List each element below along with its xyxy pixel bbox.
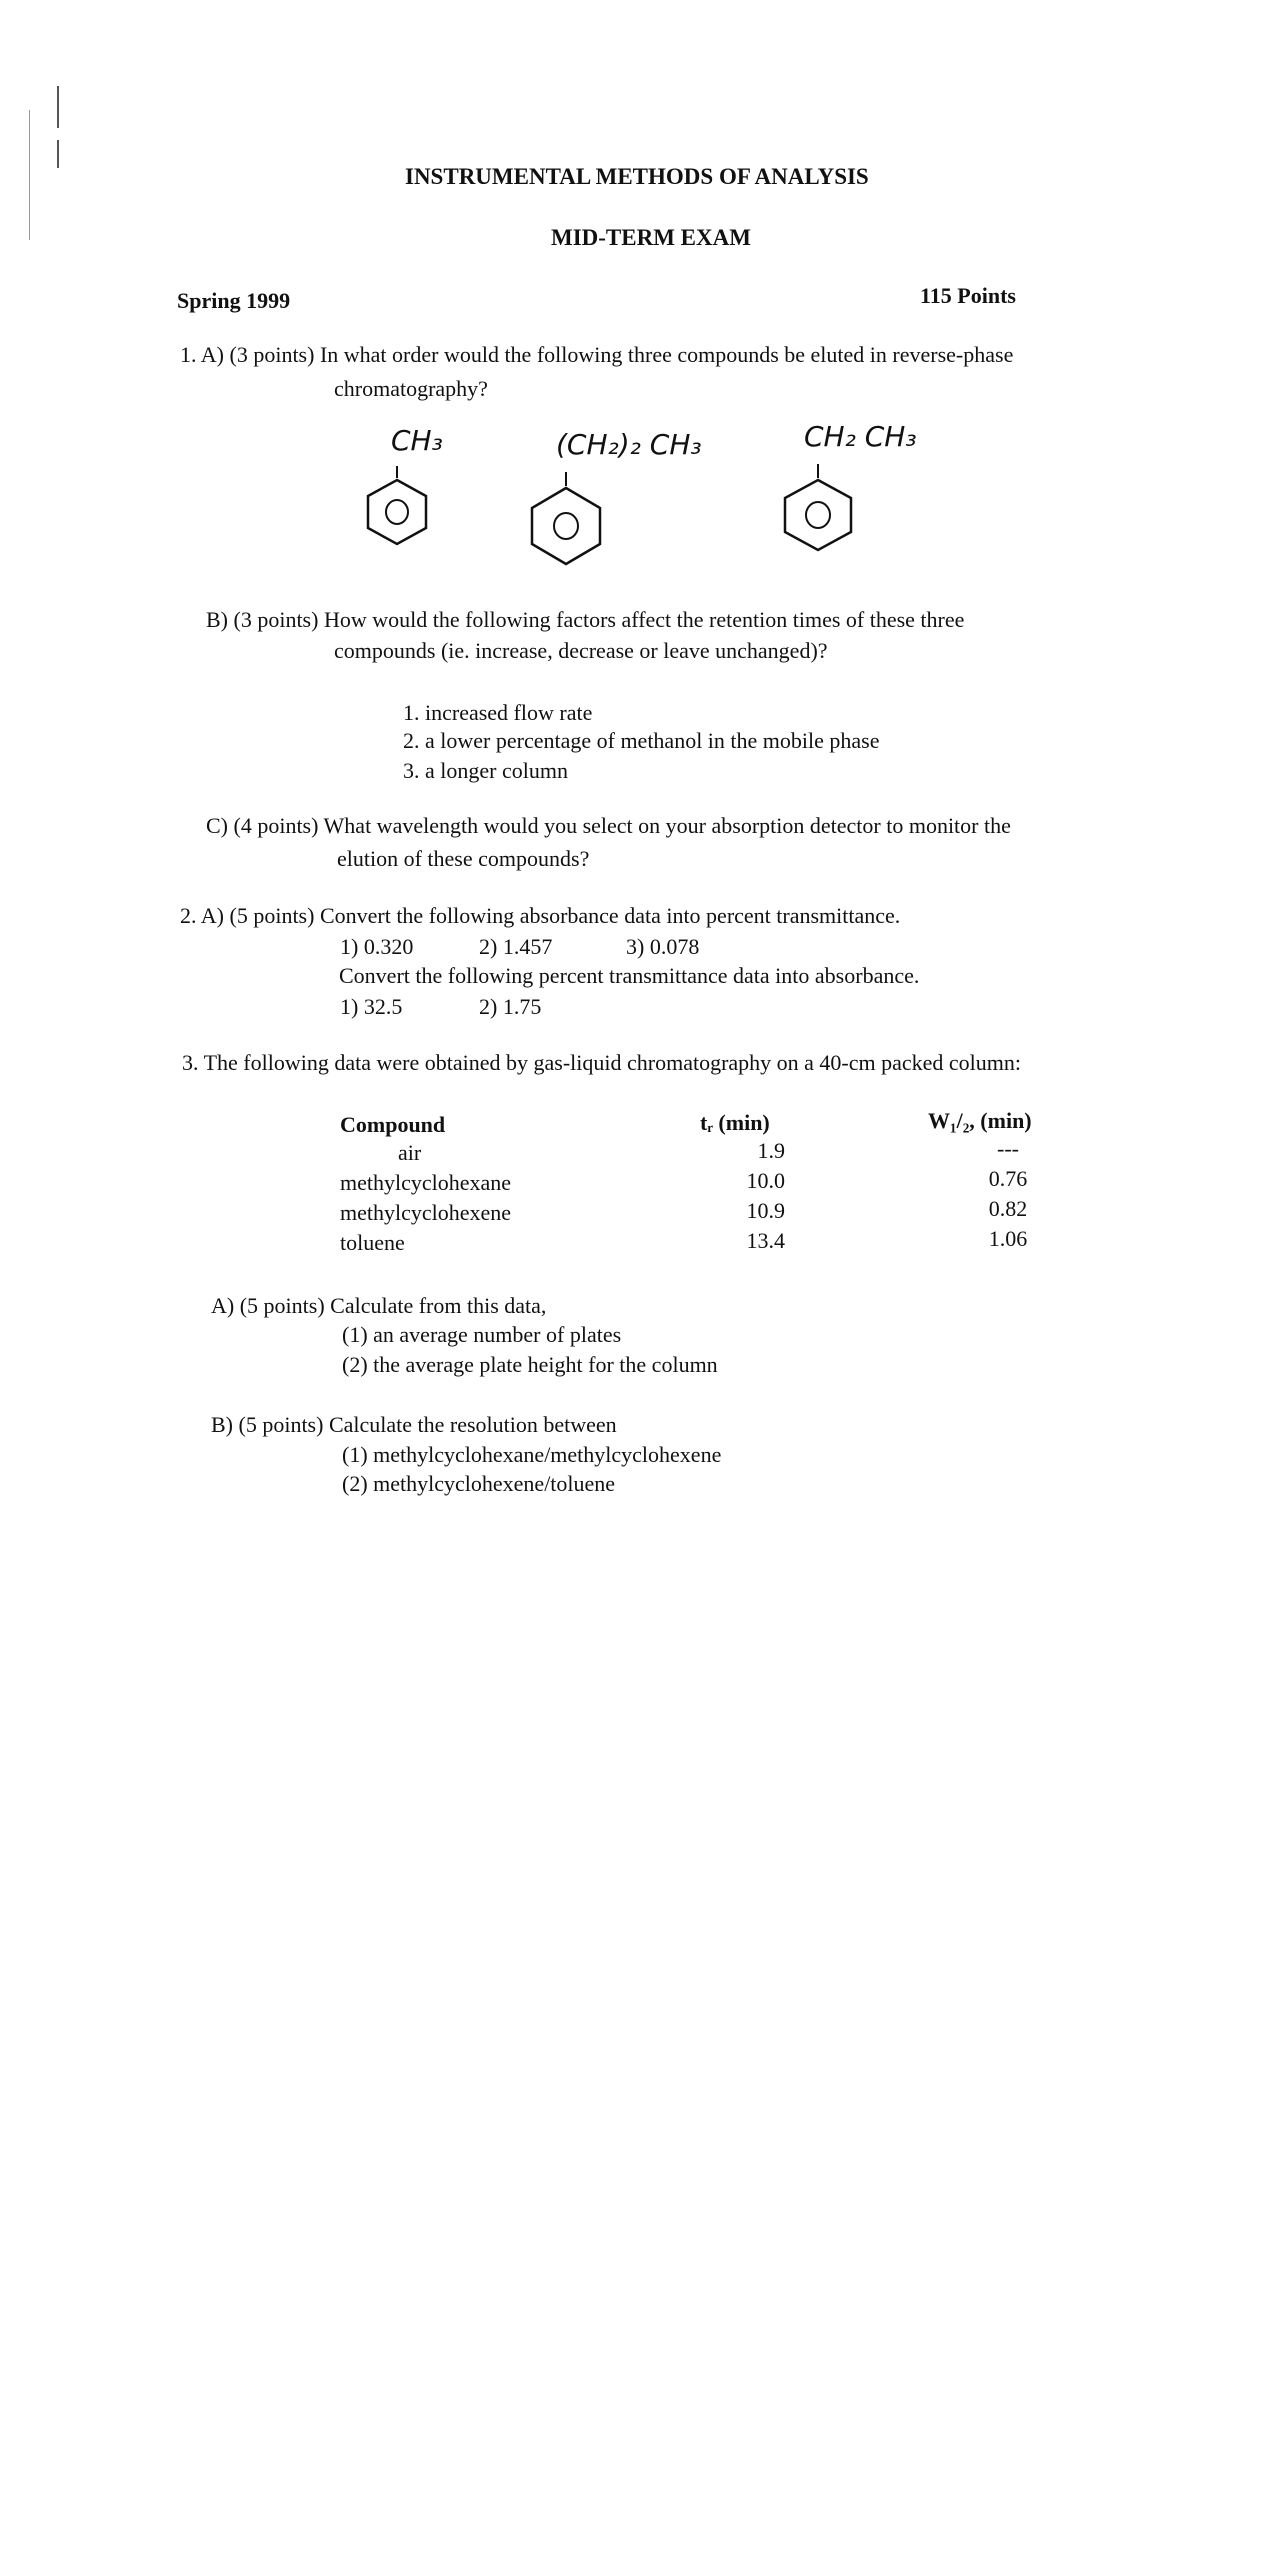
- q3a-text: A) (5 points) Calculate from this data,: [211, 1293, 547, 1318]
- q1b-item: 1. increased flow rate: [403, 700, 593, 725]
- table-column-retention: [720, 1136, 785, 1256]
- scan-mark: [29, 110, 30, 240]
- table-cell: methylcyclohexane: [340, 1170, 512, 1195]
- q3a-item: (2) the average plate height for the column: [342, 1352, 718, 1377]
- table-column-width: [968, 1134, 1048, 1254]
- q1c-text: C) (4 points) What wavelength would you select on your absorption detector to monitor the: [206, 813, 1011, 838]
- q2-abs-value: 3) 0.078: [626, 934, 700, 959]
- compound-3-substituent: CH₂ CH₃: [804, 420, 917, 453]
- q1c-text-cont: elution of these compounds?: [337, 846, 590, 871]
- q2-abs-value: 1) 0.320: [340, 934, 414, 959]
- exam-term: Spring 1999: [177, 288, 291, 313]
- q3b-item: (1) methylcyclohexane/methylcyclohexene: [342, 1442, 722, 1467]
- table-header-compound: Compound: [340, 1112, 446, 1137]
- table-cell: 1.06: [988, 1226, 1028, 1251]
- q1b-text-cont: compounds (ie. increase, decrease or leave unchanged)?: [334, 638, 828, 663]
- benzene-ring-3: [778, 460, 858, 554]
- table-cell: ---: [997, 1136, 1019, 1161]
- q1a-text: 1. A) (3 points) In what order would the following three compounds be eluted in reverse-phase: [180, 342, 1014, 367]
- table-cell: 10.9: [746, 1198, 785, 1223]
- q2-trans-value: 1) 32.5: [340, 994, 403, 1019]
- compound-2-substituent: (CH₂)₂ CH₃: [556, 428, 702, 461]
- page-subtitle: MID-TERM EXAM: [551, 225, 751, 250]
- q2-trans-value: 2) 1.75: [479, 994, 542, 1019]
- q1b-item: 2. a lower percentage of methanol in the mobile phase: [403, 728, 880, 753]
- scan-mark: [57, 86, 59, 128]
- benzene-ring-1: [362, 462, 432, 546]
- q3a-item: (1) an average number of plates: [342, 1322, 622, 1347]
- benzene-ring-2: [526, 468, 606, 568]
- table-cell: methylcyclohexene: [340, 1200, 512, 1225]
- table-header-retention: tᵣ (min): [700, 1110, 770, 1135]
- table-header-width: W₁/₂, (min): [928, 1108, 1032, 1133]
- table-cell: 10.0: [746, 1168, 785, 1193]
- q1a-text-cont: chromatography?: [334, 376, 488, 401]
- q1b-item: 3. a longer column: [403, 758, 568, 783]
- page-title: INSTRUMENTAL METHODS OF ANALYSIS: [405, 164, 869, 189]
- table-cell: 1.9: [757, 1138, 785, 1163]
- compound-1-substituent: CH₃: [391, 424, 443, 457]
- table-cell: air: [398, 1140, 422, 1165]
- q2-abs-value: 2) 1.457: [479, 934, 553, 959]
- table-cell: 0.76: [988, 1166, 1028, 1191]
- table-cell: 13.4: [746, 1228, 785, 1253]
- table-cell: 0.82: [988, 1196, 1028, 1221]
- q1b-text: B) (3 points) How would the following factors affect the retention times of these three: [206, 607, 965, 632]
- scan-mark: [57, 140, 59, 168]
- table-column-compound: [340, 1138, 511, 1258]
- q3b-item: (2) methylcyclohexene/toluene: [342, 1471, 616, 1496]
- exam-points: 115 Points: [920, 283, 1016, 308]
- q2-text-2: Convert the following percent transmittance data into absorbance.: [339, 963, 920, 988]
- table-cell: toluene: [340, 1230, 405, 1255]
- q2-text: 2. A) (5 points) Convert the following absorbance data into percent transmittance.: [180, 903, 901, 928]
- q3b-text: B) (5 points) Calculate the resolution between: [211, 1412, 617, 1437]
- q3-intro: 3. The following data were obtained by gas-liquid chromatography on a 40-cm packed column:: [182, 1050, 1022, 1075]
